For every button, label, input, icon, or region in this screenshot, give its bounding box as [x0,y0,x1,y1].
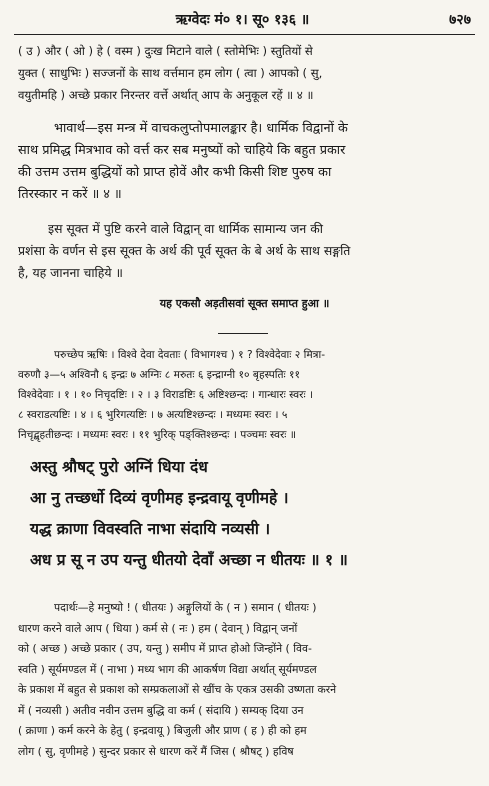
text-line: प्रशंसा के वर्णन से इस सूक्त के अर्थ की पूर्व सूक्त के बे अर्थ के साथ सङ्गति [18,243,351,258]
bhavarth-paragraph [18,118,469,206]
text-line: साथ प्रमिद्ध मित्रभाव को वर्त्त कर सब मनुष्यों को चाहिये कि बहुत प्रकार [18,143,346,158]
running-title: ऋग्वेदः मं० १। सू० १३६ ॥ [175,12,310,28]
text-line: इस सूक्त में पुष्टि करने वाले विद्वान् वा धार्मिक सामान्य जन की [48,221,323,236]
text-line: में ( नव्यसी ) अतीव नवीन उत्तम बुद्धि वा कर्म ( संदायि ) सम्यक् दिया उन [18,703,304,717]
summary-paragraph [18,218,469,284]
mantra-line: यद्ध क्राणा विवस्वति नाभा संदायि नव्यसी । [30,520,271,538]
text-line: भावार्थ—इस मन्त्र में वाचकलुप्तोपमालङ्कार है। धार्मिक विद्वानों के [54,121,348,136]
text-line: ८ स्वराडत्यष्टिः । ४ । ६ भुरिगत्यष्टिः । ७ अत्यष्टिश्छन्दः । मध्यमः स्वरः । ५ [18,409,288,421]
padarth-paragraph [18,598,469,762]
rishi-devata-metadata [18,345,469,445]
text-line: है, यह जानना चाहिये ॥ [18,265,123,280]
mantra-line: अस्तु श्रौषट् पुरो अग्निं धिया दंध [30,458,208,476]
text-line: तिरस्कार न करें ॥ ४ ॥ [18,187,122,202]
mantra-block [30,452,469,576]
text-line: वरुणौ ३—५ अश्विनौ ६ इन्द्रः ७ अग्निः ८ मरुतः ६ इन्द्राग्नी १० बृहस्पतिः ११ [18,369,301,381]
section-divider [218,333,268,334]
sukta-end-note: यह एकसौ अड़तीसवां सूक्त समाप्त हुआ ॥ [159,297,330,310]
text-line: ( क्राणा ) कर्म करने के हेतु ( इन्द्रवायू ) बिजुली और प्राण ( ह ) ही को हम [18,724,307,737]
text-line: के प्रकाश में बहुत से प्रकाश को सम्प्रकलाओं से खींच के एकत्र उसकी उष्णता करने [18,683,337,696]
intro-paragraph [18,40,469,106]
mantra-line: अध प्र सू न उप यन्तु धीतयो देवाँ अच्छा न धीतयः ॥ १ ॥ [30,551,348,569]
text-line: विश्वेदेवाः । १ । १० निचृदष्टिः । २ । ३ विराडष्टिः ६ अष्टिश्छन्दः । गान्धारः स्वरः । [18,389,313,401]
text-line: वयुतीमहि ) अच्छे प्रकार निरन्तर वर्त्ते अर्थात् आप के अनुकूल रहें ॥ ४ ॥ [18,88,314,102]
text-line: लोग ( सु, वृणीमहे ) सुन्दर प्रकार से धारण करें मैं जिस ( श्रौषट् ) हविष [18,744,294,758]
text-line: स्वति ) सूर्यमण्डल में ( नाभा ) मध्य भाग की आकर्षण विद्या अर्थात् सूर्यमण्डल [18,662,317,676]
text-line: ( उ ) और ( ओ ) हे ( वस्म ) दुःख मिटाने वाले ( स्तोमेभिः ) स्तुतियों से [18,44,313,58]
text-line: युक्त ( साधुभिः ) सज्जनों के साथ वर्त्तमान हम लोग ( त्वा ) आपको ( सु, [18,66,323,80]
text-line: की उत्तम उत्तम बुद्धियों को प्राप्त होवें और कभी किसी शिष्ट पुरुष का [18,165,332,180]
text-line: धारण करने वाले आप ( धिया ) कर्म से ( नः ) हम ( देवान् ) विद्वान् जनों [18,621,298,635]
header-rule [14,34,475,35]
text-line: परुच्छेप ऋषिः । विश्वे देवा देवताः ( विभागश्च ) १ ? विश्वेदेवाः २ मित्रा- [54,349,326,361]
text-line: निचृद्बृहतीछन्दः । मध्यमः स्वरः । ११ भुरिक् पङ्क्तिश्छन्दः । पञ्चमः स्वरः ॥ [18,429,297,441]
page-number: ७२७ [449,12,471,28]
mantra-line: आ नु तच्छर्धो दिव्यं वृणीमह इन्द्रवायू वृणीमहे । [30,489,289,507]
text-line: को ( अच्छ ) अच्छे प्रकार ( उप, यन्तु ) समीप में प्राप्त होओ जिन्होंने ( विव- [18,642,312,655]
text-line: पदार्थः—हे मनुष्यो ! ( धीतयः ) अङ्गुलियों के ( न ) समान ( धीतयः ) [54,601,317,614]
page-header [14,10,471,32]
